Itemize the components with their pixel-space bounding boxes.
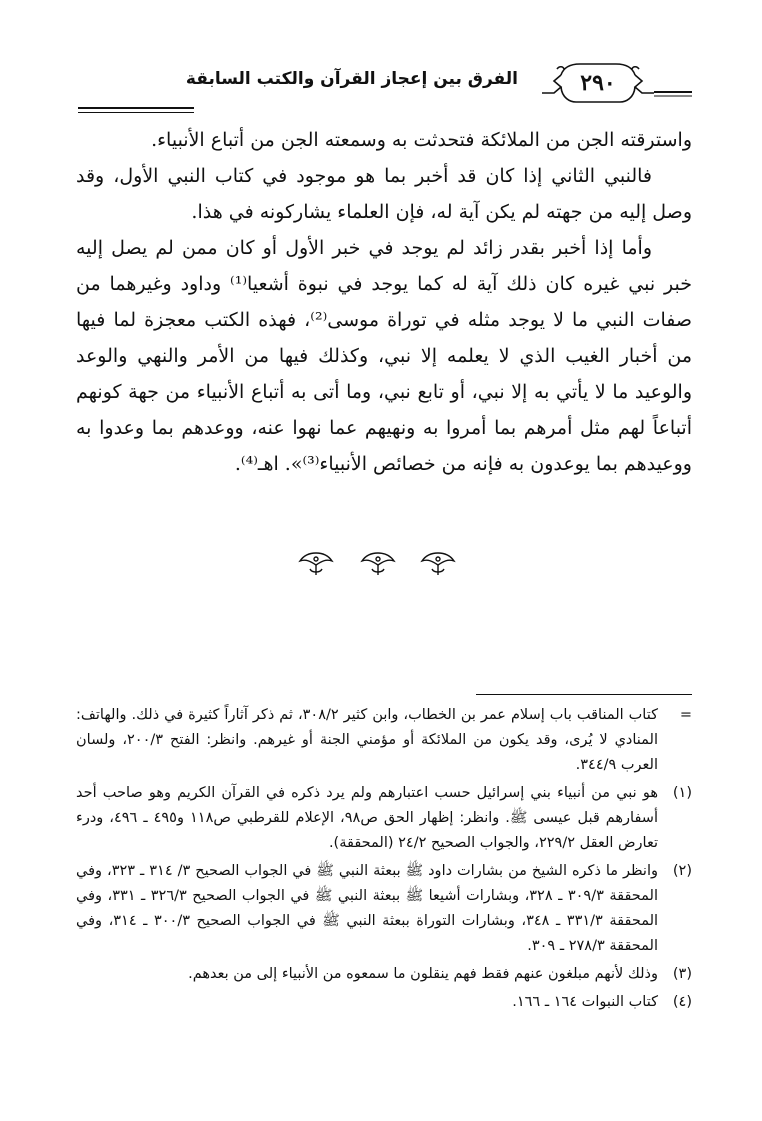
page-number: ٢٩٠ <box>580 70 616 96</box>
footnote <box>76 990 692 1015</box>
main-text <box>76 122 692 482</box>
header-rule <box>78 107 194 109</box>
flourish-icon <box>296 549 336 579</box>
header-rule-thin <box>78 112 194 113</box>
paragraph: وأما إذا أخبر بقدر زائد لم يوجد في خبر الأول أو كان ممن لم يصل إليه خبر نبي غيره كان ذلك آية له كما يوجد في نبوة أشعيا⁽¹⁾ وداود وغيرهما من صفات النبي ما لا يوجد مثله في توراة موسى⁽²⁾، فهذه الكتب معجزة لما فيها من أخبار الغيب الذي لا يعلمه إلا نبي، وكذلك فيها من الأمر والنهي والوعد والوعيد ما لا يأتي به إلا نبي، أو تابع نبي، وما أتى به أتباع الأنبياء من جهة كونهم أتباعاً لهم مثل أمرهم بما أمروا به ونهيهم عما نهوا عنه، ووعدهم بما وعدوا به ووعيدهم بما يوعدون به فإنه من خصائص الأنبياء⁽³⁾». اهـ⁽⁴⁾. <box>76 237 693 475</box>
footnote-text: كتاب النبوات ١٦٤ ـ ١٦٦. <box>512 994 658 1010</box>
footnote-marker: (٤) <box>672 994 692 1010</box>
section-ornament <box>292 549 472 579</box>
footnote-text: كتاب المناقب باب إسلام عمر بن الخطاب، وابن كثير ٣٠٨/٢، ثم ذكر آثاراً كثيرة في ذلك. والهاتف: المنادي لا يُرى، وقد يكون من الملائكة أو مؤمني الجنة أو غيرهم. وانظر: الفتح ٢٠٠/٣، ولسان العرب ٣٤٤/٩. <box>76 707 658 773</box>
flourish-icon <box>418 549 458 579</box>
page-number-frame <box>536 58 692 110</box>
footnote-separator <box>476 694 692 695</box>
footnote-marker: (٢) <box>672 863 692 879</box>
paragraph: واسترقته الجن من الملائكة فتحدثت به وسمعته الجن من أتباع الأنبياء. <box>151 129 692 151</box>
footnote-marker: = <box>679 707 692 723</box>
footnote <box>76 703 692 778</box>
paragraph: فالنبي الثاني إذا كان قد أخبر بما هو موجود في كتاب النبي الأول، وقد وصل إليه من جهته لم يكن آية له، فإن العلماء يشاركونه في هذا. <box>76 165 692 223</box>
footnote-marker: (٣) <box>672 966 692 982</box>
footnote <box>76 859 692 959</box>
flourish-icon <box>358 549 398 579</box>
running-title: الفرق بين إعجاز القرآن والكتب السابقة <box>185 69 518 89</box>
footnote-marker: (١) <box>672 785 692 801</box>
footnote <box>76 781 692 856</box>
page-header <box>78 58 692 108</box>
footnote-text: هو نبي من أنبياء بني إسرائيل حسب اعتبارهم ولم يرد ذكره في القرآن الكريم وهو صاحب أحد أسفارهم قبل عيسى ﷺ. وانظر: إظهار الحق ص٩٨، الإعلام للقرطبي ص١١٨ و٤٩٥ ـ ٤٩٦، ودرء تعارض العقل ٢٢٩/٢، والجواب الصحيح ٢٤/٢ (المحققة). <box>76 785 658 851</box>
footnote-text: وانظر ما ذكره الشيخ من بشارات داود ﷺ ببعثة النبي ﷺ في الجواب الصحيح ٣/ ٣١٤ ـ ٣٢٣، وفي المحققة ٣٠٩/٣ ـ ٣٢٨، وبشارات أشيعا ﷺ ببعثة النبي ﷺ في الجواب الصحيح ٣٢٦/٣ ـ ٣٣١، وفي المحققة ٣٣١/٣ ـ ٣٤٨، وبشارات التوراة ببعثة النبي ﷺ في الجواب الصحيح ٣٠٠/٣ ـ ٣١٤، وفي المحققة ٢٧٨/٣ ـ ٣٠٩. <box>76 863 659 954</box>
footnotes <box>76 703 692 1018</box>
footnote-text: وذلك لأنهم مبلغون عنهم فقط فهم ينقلون ما سمعوه من الأنبياء إلى من بعدهم. <box>188 966 658 982</box>
footnote <box>76 962 692 987</box>
